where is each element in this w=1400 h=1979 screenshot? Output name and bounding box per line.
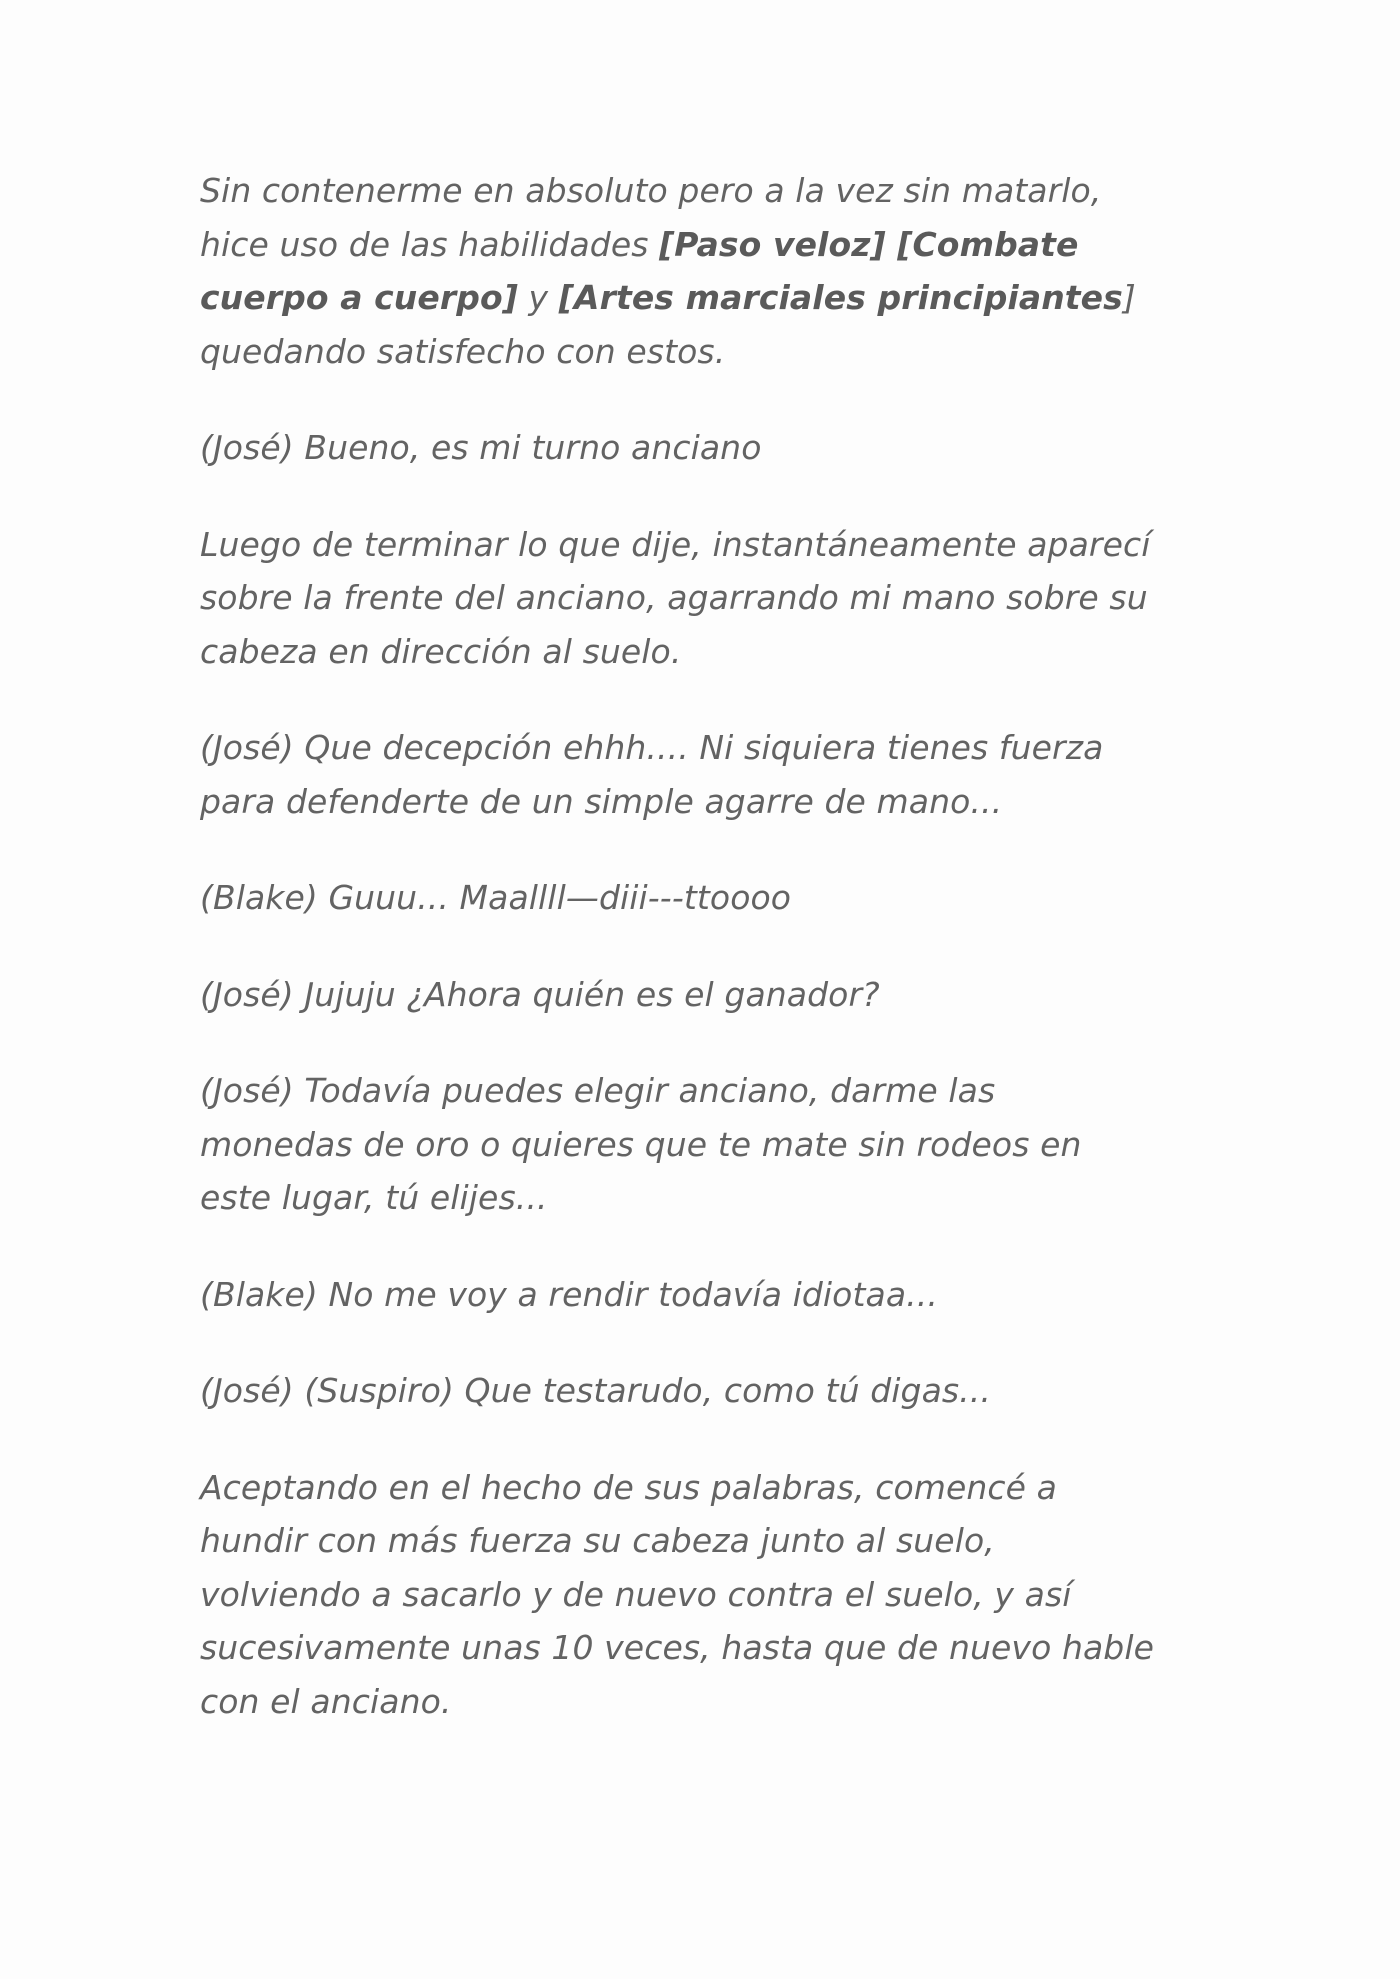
dialogue-line: (Blake) No me voy a rendir todavía idiotaa...: [200, 1274, 938, 1314]
text-line: con el anciano.: [200, 1681, 452, 1721]
dialogue-line: (José) (Suspiro) Que testarudo, como tú digas...: [200, 1371, 991, 1410]
text-line: Luego de terminar lo que dije, instantáneamente aparecí: [200, 524, 1151, 564]
text-line: sobre la frente del anciano, agarrando mi mano sobre su: [200, 578, 1148, 617]
document-page: [200, 164, 1220, 1771]
text-line: sucesivamente unas 10 veces, hasta que de nuevo hable: [200, 1628, 1155, 1667]
dialogue-line: (José) Bueno, es mi turno anciano: [200, 428, 762, 467]
text-line: para defenderte de un simple agarre de mano...: [200, 781, 1003, 821]
skill-name-bold: cuerpo a cuerpo]: [200, 278, 518, 317]
text-line: Aceptando en el hecho de sus palabras, comencé a: [200, 1467, 1057, 1507]
text-line: cabeza en dirección al suelo.: [200, 631, 682, 671]
text-line: [200, 218, 1220, 272]
paragraph-narration: [200, 1461, 1220, 1729]
paragraph-narration: [200, 518, 1220, 679]
skill-name-bold: [Artes marciales principiantes: [558, 278, 1123, 317]
text-line: hundir con más fuerza su cabeza junto al suelo,: [200, 1521, 995, 1560]
text-line: quedando satisfecho con estos.: [200, 331, 726, 371]
dialogue-line: (Blake) Guuu... Maallll—diii---ttoooo: [200, 878, 792, 917]
paragraph-1: [200, 164, 1220, 378]
text-span: hice uso de las habilidades: [200, 224, 660, 264]
text-span: y: [517, 278, 559, 317]
dialogue-line: (José) Jujuju ¿Ahora quién es el ganador?: [200, 974, 880, 1014]
text-line: (José) Todavía puedes elegir anciano, darme las: [200, 1071, 996, 1110]
text-line: Sin contenerme en absoluto pero a la vez sin matarlo,: [200, 171, 1102, 210]
text-line: volviendo a sacarlo y de nuevo contra el suelo, y así: [200, 1574, 1072, 1614]
text-line: monedas de oro o quieres que te mate sin rodeos en: [200, 1124, 1082, 1164]
dialogue-paragraph: [200, 721, 1220, 828]
text-line: [200, 271, 1220, 325]
text-line: (José) Que decepción ehhh.... Ni siquiera tienes fuerza: [200, 728, 1104, 767]
dialogue-paragraph: [200, 1064, 1220, 1225]
skill-name-bold: [Paso veloz] [Combate: [659, 224, 1079, 264]
text-line: este lugar, tú elijes...: [200, 1178, 548, 1217]
text-span: ]: [1122, 278, 1136, 317]
